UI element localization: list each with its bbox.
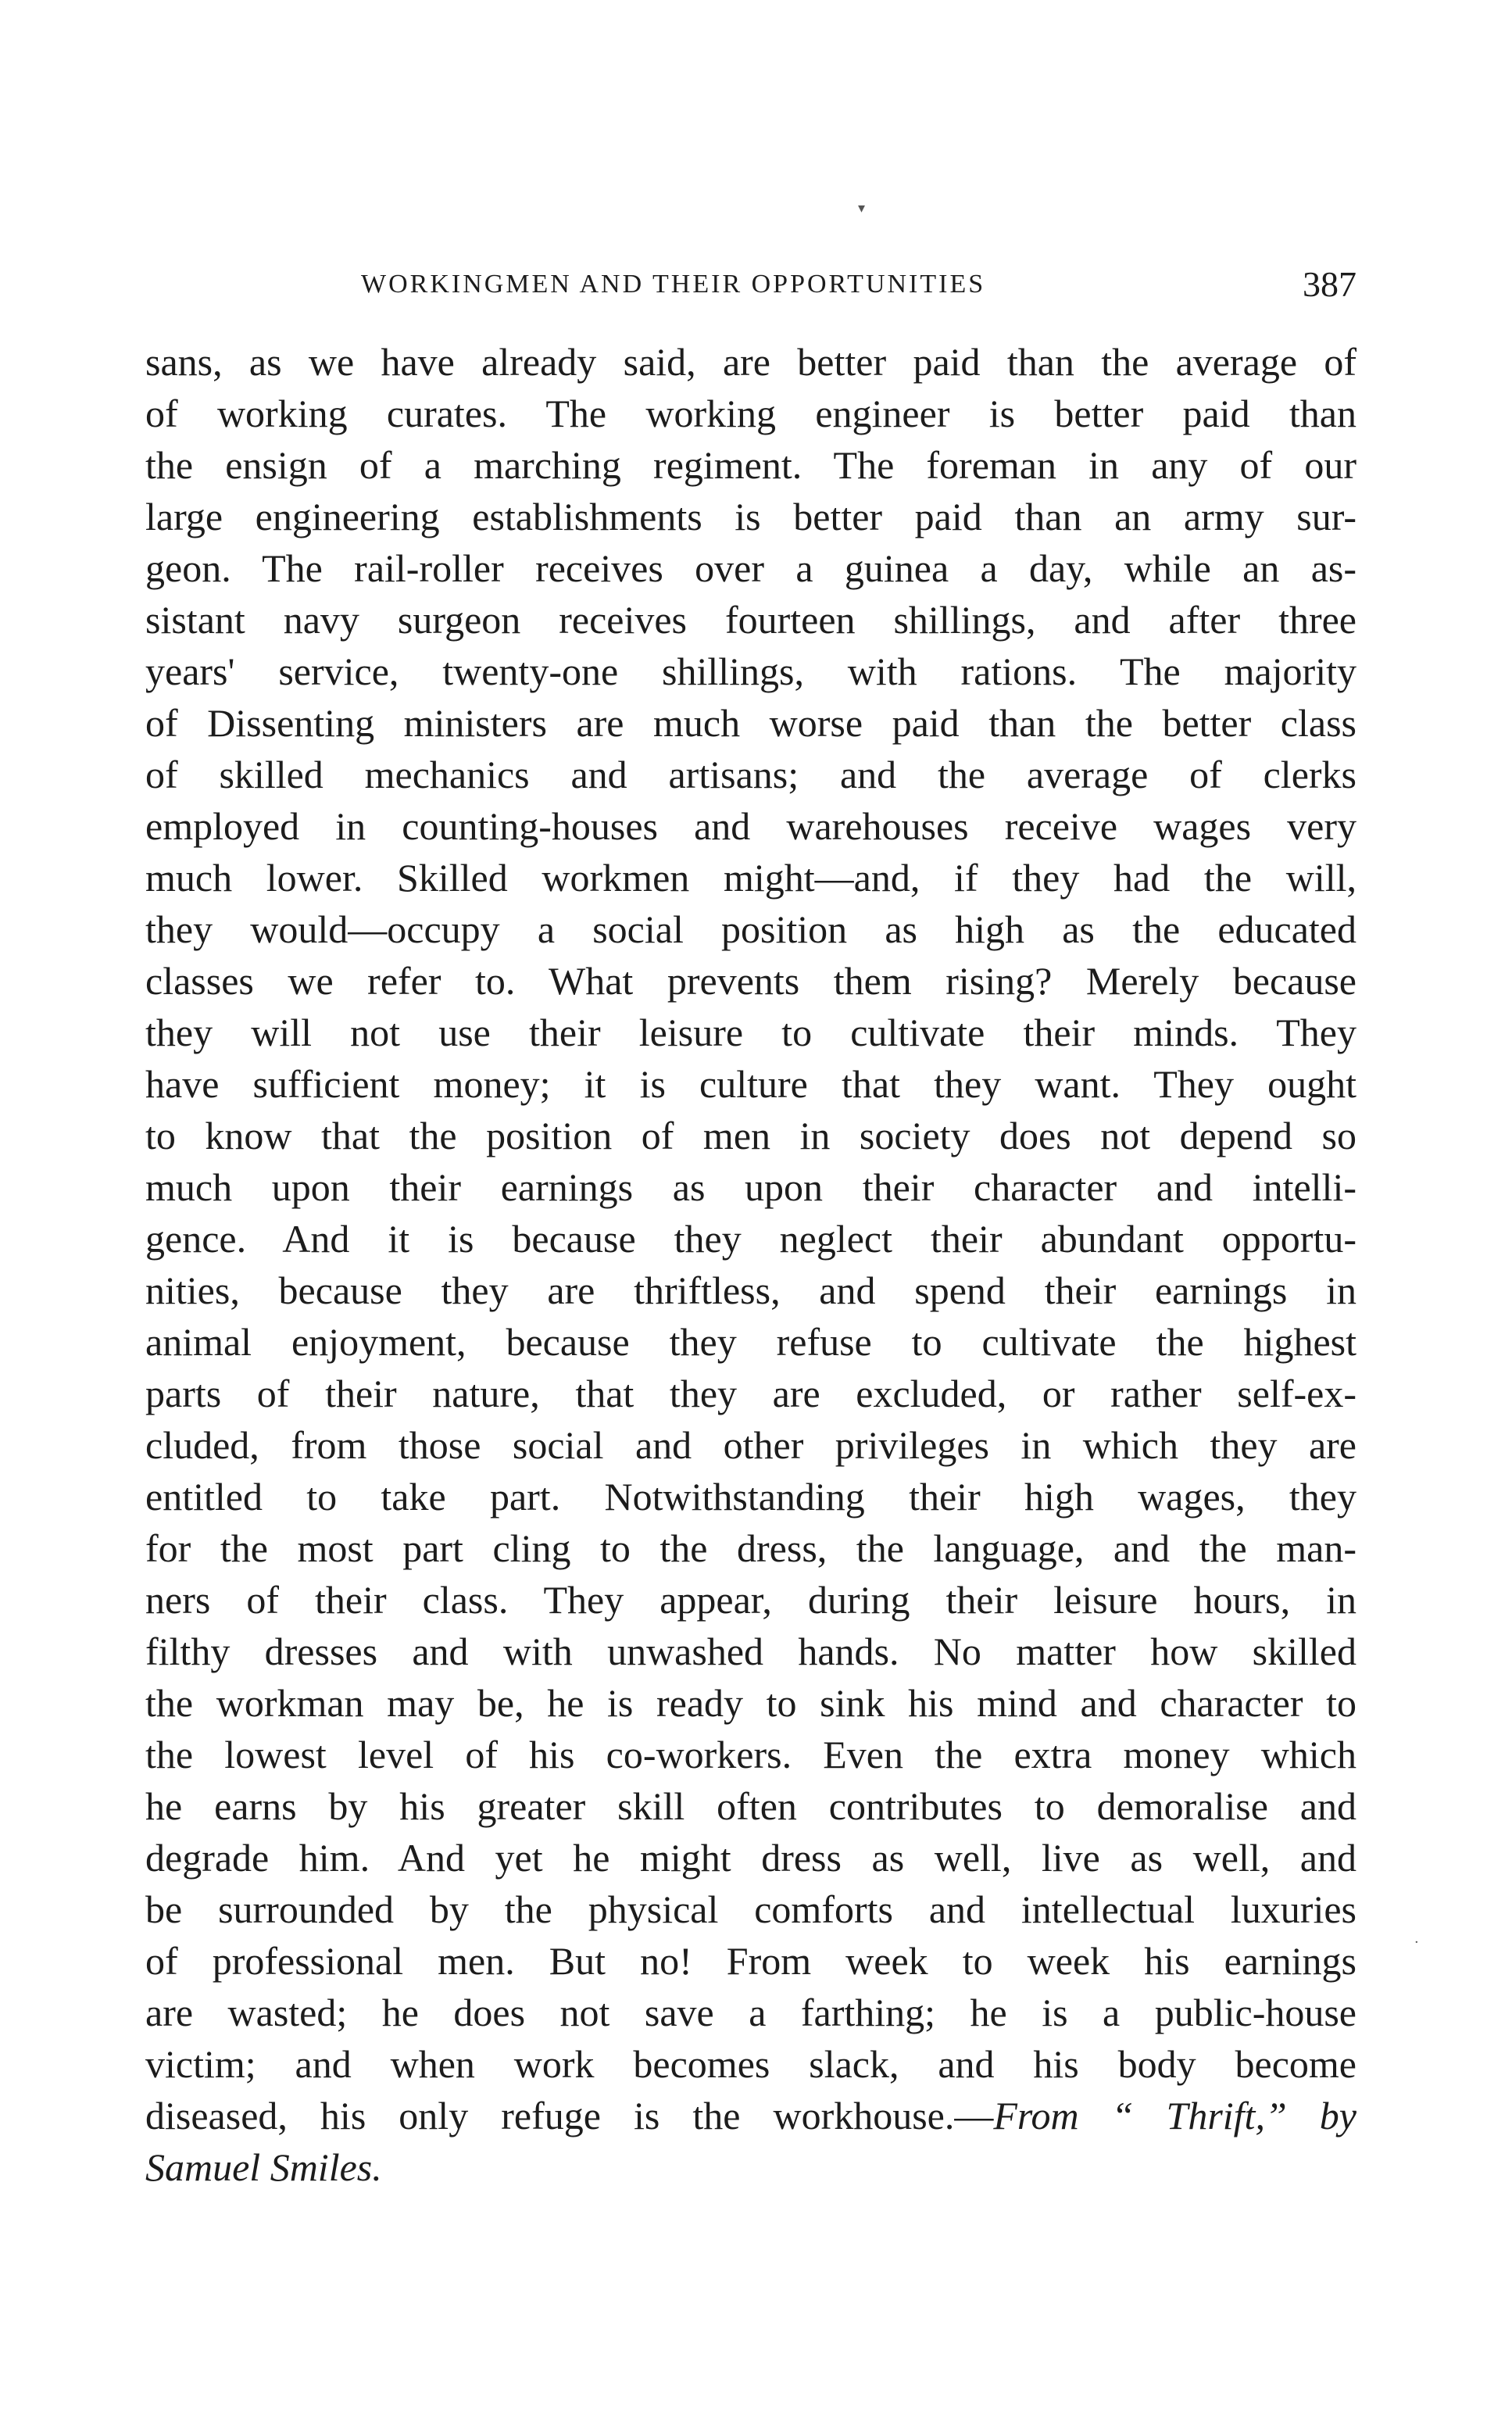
text-line: classes we refer to. What prevents them rising? Merely because <box>145 959 1357 1003</box>
text-line: they would—occupy a social position as high as the educated <box>145 907 1357 951</box>
text-line: sans, as we have already said, are better paid than the average of <box>145 340 1357 384</box>
text-line: employed in counting-houses and warehouses receive wages very <box>145 804 1357 848</box>
text-line: the ensign of a marching regiment. The foreman in any of our <box>145 443 1357 487</box>
text-line: nities, because they are thriftless, and spend their earnings in <box>145 1268 1357 1312</box>
text-line: sistant navy surgeon receives fourteen shillings, and after three <box>145 598 1357 642</box>
attribution-line <box>145 2141 1357 2193</box>
closing-text: diseased, his only refuge is the workhouse.— <box>145 2094 994 2137</box>
text-line: large engineering establishments is better paid than an army sur- <box>145 495 1357 538</box>
author-attribution: Samuel Smiles. <box>145 2145 382 2189</box>
page-number: 387 <box>1303 264 1357 304</box>
text-line: degrade him. And yet he might dress as well, live as well, and <box>145 1836 1357 1880</box>
text-line: of skilled mechanics and artisans; and the average of clerks <box>145 753 1357 796</box>
text-line: gence. And it is because they neglect their abundant opportu- <box>145 1217 1357 1261</box>
text-line: are wasted; he does not save a farthing; he is a public-house <box>145 1991 1357 2034</box>
ink-speck: · <box>1414 1934 1419 1951</box>
text-line: of professional men. But no! From week to week his earnings <box>145 1939 1357 1983</box>
ink-speck: ▾ <box>858 200 866 216</box>
text-line: of Dissenting ministers are much worse paid than the better class <box>145 701 1357 745</box>
running-title: WORKINGMEN AND THEIR OPPORTUNITIES <box>361 270 986 299</box>
text-line: animal enjoyment, because they refuse to cultivate the highest <box>145 1320 1357 1364</box>
text-line: much upon their earnings as upon their character and intelli- <box>145 1165 1357 1209</box>
body-paragraph <box>145 336 1357 2193</box>
text-line: much lower. Skilled workmen might—and, if they had the will, <box>145 856 1357 900</box>
text-line: entitled to take part. Notwithstanding their high wages, they <box>145 1475 1357 1519</box>
text-line: for the most part cling to the dress, the language, and the man- <box>145 1526 1357 1570</box>
text-line: the workman may be, he is ready to sink his mind and character to <box>145 1681 1357 1725</box>
text-line: ners of their class. They appear, during their leisure hours, in <box>145 1578 1357 1622</box>
text-line: be surrounded by the physical comforts and intellectual luxuries <box>145 1887 1357 1931</box>
source-credit: From “ Thrift,” by <box>993 2094 1357 2137</box>
text-line: of working curates. The working engineer is better paid than <box>145 392 1357 435</box>
text-line: geon. The rail-roller receives over a guinea a day, while an as- <box>145 546 1357 590</box>
text-line: the lowest level of his co-workers. Even the extra money which <box>145 1733 1357 1776</box>
text-line: have sufficient money; it is culture that they want. They ought <box>145 1062 1357 1106</box>
text-line: parts of their nature, that they are excluded, or rather self-ex- <box>145 1372 1357 1415</box>
text-line: they will not use their leisure to cultivate their minds. They <box>145 1011 1357 1054</box>
running-head <box>361 261 1357 308</box>
text-line: victim; and when work becomes slack, and his body become <box>145 2042 1357 2086</box>
closing-text-line <box>145 2090 1357 2141</box>
text-line: years' service, twenty-one shillings, with rations. The majority <box>145 649 1357 693</box>
text-line: he earns by his greater skill often contributes to demoralise and <box>145 1784 1357 1828</box>
text-line: cluded, from those social and other privileges in which they are <box>145 1423 1357 1467</box>
text-line: filthy dresses and with unwashed hands. No matter how skilled <box>145 1629 1357 1673</box>
text-line: to know that the position of men in society does not depend so <box>145 1114 1357 1157</box>
